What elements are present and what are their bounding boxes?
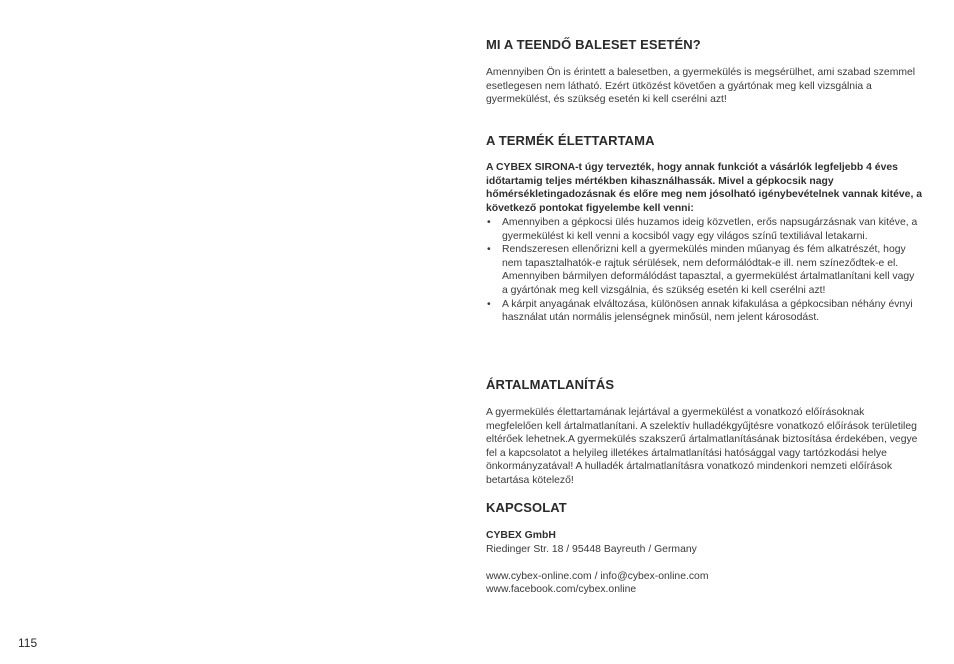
accident-text: Amennyiben Ön is érintett a balesetben, a gyermekülés is megsérülhet, ami szabad szemmel esetlegesen nem látható. Ezért ütközést követően a gyártónak meg kell vizsgálnia a gyermekülést, és szükség esetén ki kell cserélni azt! [486, 67, 916, 106]
accident-heading: MI A TEENDŐ BALESET ESETÉN? [486, 37, 701, 52]
contact-address: Riedinger Str. 18 / 95448 Bayreuth / Germany [486, 543, 697, 555]
contact-company: CYBEX GmbH [486, 530, 556, 541]
list-item-text: A kárpit anyagának elváltozása, különösen annak kifakulása a gépkocsiban néhány évnyi használat után normális jelenségnek minősül, nem jelent károsodást. [502, 298, 913, 324]
list-item-text: Rendszeresen ellenőrizni kell a gyermekülés minden műanyag és fém alkatrészét, hogy nem tapasztalhatók-e rajtuk sérülések, nem deformálódtak-e ill. nem színeződtek-e el. Amennyiben bármilyen deformálódást tapasztal, a gyermekülést ártalmatlanítani kell vagy a gyártónak meg kell vizsgálnia, és szükség esetén ki kell cserélni azt! [502, 244, 915, 296]
contact-heading: KAPCSOLAT [486, 500, 567, 515]
disposal-heading: ÁRTALMATLANÍTÁS [486, 377, 615, 392]
lifetime-heading: A TERMÉK ÉLETTARTAMA [486, 133, 655, 148]
contact-facebook[interactable]: www.facebook.com/cybex.online [486, 584, 637, 596]
list-item [486, 243, 922, 297]
contact-block [486, 529, 922, 597]
bullet-icon: • [487, 298, 491, 310]
list-item [486, 216, 922, 243]
list-item [486, 298, 922, 325]
bullet-icon: • [487, 217, 491, 228]
contact-spacer [486, 556, 922, 570]
list-item-text: Amennyiben a gépkocsi ülés huzamos ideig közvetlen, erős napsugárzásnak van kitéve, a gyermekülést ki kell venni a kocsiból vagy egy világos színű textiliával letakarni. [502, 217, 918, 242]
page-number: 115 [18, 636, 38, 650]
contact-website[interactable]: www.cybex-online.com / info@cybex-online.com [486, 570, 709, 582]
lifetime-bullet-list [486, 216, 922, 325]
bullet-icon: • [487, 244, 491, 256]
lifetime-intro: A CYBEX SIRONA-t úgy tervezték, hogy annak funkciót a vásárlók legfeljebb 4 éves időtartamig teljes mértékben kihasználhassák. Mivel a gépkocsik nagy hőmérsékletingadozásnak és előre meg nem jósolható igénybevételnek vannak kitéve, a következő pontokat figyelembe kell venni: [486, 162, 923, 214]
disposal-text: A gyermekülés élettartamának lejártával a gyermekülést a vonatkozó előírásoknak megfelelően kell ártalmatlanítani. A szelektív hulladékgyűjtésre vonatkozó előírások területileg eltérőek lehetnek.A gyermekülés szakszerű ártalmatlanításának biztosítása érdekében, vegye fel a kapcsolatot a helyileg illetékes ártalmatlanítási hatósággal vagy tartózkodási helye önkormányzatával! A hulladék ártalmatlanításra vonatkozó mindenkori nemzeti előírások betartása kötelező! [486, 407, 918, 486]
